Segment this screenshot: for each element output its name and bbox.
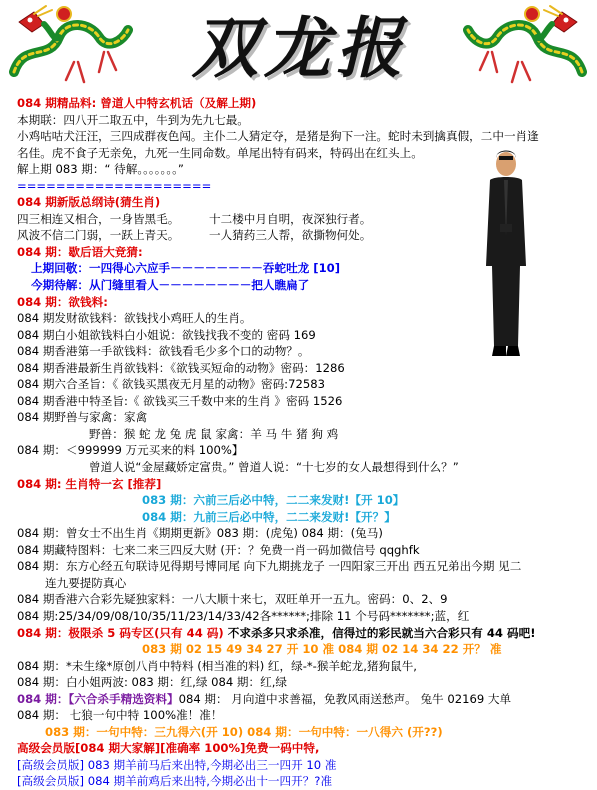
text-line	[17, 542, 595, 559]
text-line	[17, 757, 595, 774]
text-segment: 084 期白小姐欲钱料白小姐说：欲钱找我不变的 密码 169	[17, 327, 316, 342]
text-segment: 一人猜药三人帮，欲撕物何处。	[209, 228, 372, 243]
text-segment: 今期待解：从门缝里看人－－－－－－－－把人瞧扁了	[31, 278, 310, 293]
text-segment: 084 期：九前三后必中特，二二来发财!【开？】	[142, 509, 396, 524]
text-segment: 曾道人说“金屋藏娇定富贵。” 曾道人说：“十七岁的女人最想得到什么？”	[89, 460, 459, 475]
text-segment: 解上期 083 期：“ 待解。。。。。。。”	[17, 162, 184, 177]
text-line	[17, 161, 595, 178]
text-segment: 084 期：歇后语大竞猜:	[17, 244, 143, 259]
text-segment: 084 期：东方心经五句联诗见得期号博同尾 向下九期挑龙子 一四阳家三开出 西五兄弟出今期 见二	[17, 559, 522, 574]
text-segment: 084 期香港第一手欲钱料：欲钱看毛少多个口的动物？。	[17, 344, 310, 359]
text-line	[17, 525, 595, 542]
text-line	[17, 260, 595, 277]
text-line	[17, 409, 595, 426]
text-segment: 084 期:25/34/09/08/10/35/11/23/14/33/42各******;排除 11 个号码*******;蓝，红	[17, 608, 470, 623]
text-line	[17, 310, 595, 327]
text-line	[17, 112, 595, 129]
header-banner	[0, 0, 597, 92]
text-line	[17, 376, 595, 393]
text-line	[17, 244, 595, 261]
text-line	[17, 178, 595, 195]
text-segment: 084 期：极限杀 5 码专区(只有 44 码)	[17, 625, 224, 640]
text-line	[17, 426, 595, 443]
text-segment: 上期回敬：一四得心六应手－－－－－－－－吞蛇吐龙 [10]	[31, 261, 341, 276]
text-segment: 连九要提防真心	[45, 575, 127, 590]
text-line	[17, 95, 595, 112]
text-line	[17, 591, 595, 608]
text-line	[17, 360, 595, 377]
text-line	[17, 691, 595, 708]
text-segment: 084 期：*未生缘*原创八肖中特料 (相当准的料) 红，绿-*-猴羊蛇龙,猪狗鼠牛,	[17, 658, 417, 673]
text-line	[17, 658, 595, 675]
text-line	[17, 459, 595, 476]
text-segment: 风波不信二门弱，一跃上青天。	[17, 228, 180, 243]
text-line	[17, 343, 595, 360]
text-segment: 083 期：六前三后必中特，二二来发财!【开 10】	[142, 493, 405, 508]
text-line	[17, 194, 595, 211]
text-line	[17, 558, 595, 575]
text-line	[17, 641, 595, 658]
text-line	[17, 674, 595, 691]
text-line	[17, 227, 595, 244]
text-line	[17, 442, 595, 459]
text-segment: 084 期: 生肖特一玄 [推荐]	[17, 476, 162, 491]
text-segment: 小鸡咕咕犬汪汪，三四成群夜色闯。主仆二人猜定夺，是猪是狗下一注。蛇时未到擒真假，二中一肖逢	[17, 129, 539, 144]
text-segment: ====================	[17, 178, 212, 193]
text-segment: 084 期： 七狼一句中特 100%准！准！	[17, 708, 223, 723]
text-line	[17, 724, 595, 741]
page-title: 双龙报	[192, 9, 408, 87]
text-segment: 083 期：一句中特：三九得六(开 10) 084 期：一句中特：一八得六 (开??)	[45, 724, 443, 739]
text-line	[17, 625, 595, 642]
text-segment: 083 期 02 15 49 34 27 开 10 准 084 期 02 14 34 22 开？ 准	[142, 642, 502, 657]
text-segment: [高级会员版] 083 期羊前马后来出特,今期必出三一四开 10 准	[17, 757, 337, 772]
text-segment: 084 期：【六合杀手精选资料】	[17, 691, 179, 706]
text-line	[17, 707, 595, 724]
text-line	[17, 740, 595, 757]
text-line	[17, 294, 595, 311]
text-line	[17, 773, 595, 790]
text-segment: 084 期野兽与家禽：家禽	[17, 410, 148, 425]
text-segment: 不求杀多只求杀准，信得过的彩民就当六合彩只有 44 码吧!	[223, 625, 536, 640]
text-segment: 084 期：曾女士不出生肖《期期更新》083 期：(虎兔) 084 期：(兔马)	[17, 526, 383, 541]
text-line	[17, 393, 595, 410]
text-segment: 084 期香港中特圣旨:《 欲钱买三千数中来的生肖 》密码 1526	[17, 393, 343, 408]
text-line	[17, 128, 595, 145]
text-segment: 084 期六合圣旨：《 欲钱买黑夜无月星的动物》密码:72583	[17, 377, 325, 392]
text-segment: 084 期精品料:	[17, 96, 97, 110]
text-segment: 084 期藏特图料：七来二来三四反大财 (开：？免费一肖一码加微信号 qqghfk	[17, 542, 420, 557]
text-segment: 高级会员版[084 期大家解][准确率 100%]免费一码中特,	[17, 741, 320, 756]
text-segment: 曾道人中特玄机话（及解上期)	[96, 96, 257, 110]
text-line	[17, 277, 595, 294]
content-body	[17, 95, 595, 790]
text-segment: 084 期：白小姐两波: 083 期：红,绿 084 期：红,绿	[17, 675, 287, 690]
text-segment: 084 期香港最新生肖欲钱料：《欲钱买短命的动物》密码：1286	[17, 360, 345, 375]
dragon-left-icon	[4, 2, 134, 88]
text-line	[17, 327, 595, 344]
text-line	[17, 145, 595, 162]
text-segment: 十二楼中月自明，夜深独行者。	[209, 211, 372, 226]
text-line	[17, 211, 595, 228]
text-segment: 084 期发财欲钱料：欲钱找小鸡旺人的生肖。	[17, 311, 252, 326]
text-segment: 名佳。虎不食子无亲免，九死一生同命数。单尾出特有码来，特码出在红头上。	[17, 145, 423, 160]
dragon-right-icon	[462, 2, 592, 88]
text-segment: 084 期： 月向道中求善福，免教风雨送愁声。 兔牛 02169 大单	[178, 691, 512, 706]
text-segment: 084 期新版总纲诗(猜生肖)	[17, 195, 161, 210]
text-segment: 084 期：欲钱料:	[17, 294, 108, 309]
text-line	[17, 509, 595, 526]
text-line	[17, 476, 595, 493]
text-segment: 084 期香港六合彩先疑独家料：一八大顺十来七，双旺单开一五九。密码：0、2、9	[17, 592, 448, 607]
text-segment: 084 期：＜999999 万元买来的料 100%】	[17, 443, 244, 458]
text-line	[17, 608, 595, 625]
text-segment: 野兽：猴 蛇 龙 兔 虎 鼠 家禽：羊 马 牛 猪 狗 鸡	[89, 426, 339, 441]
text-line	[17, 492, 595, 509]
text-line	[17, 575, 595, 592]
text-segment: 本期联：四八开二取五中，牛到为先九七最。	[17, 112, 249, 127]
text-segment: [高级会员版] 084 期羊前鸡后来出特,今期必出十一四开？?准	[17, 774, 333, 789]
text-segment: 四三相连又相合，一身皆黑毛。	[17, 211, 180, 226]
